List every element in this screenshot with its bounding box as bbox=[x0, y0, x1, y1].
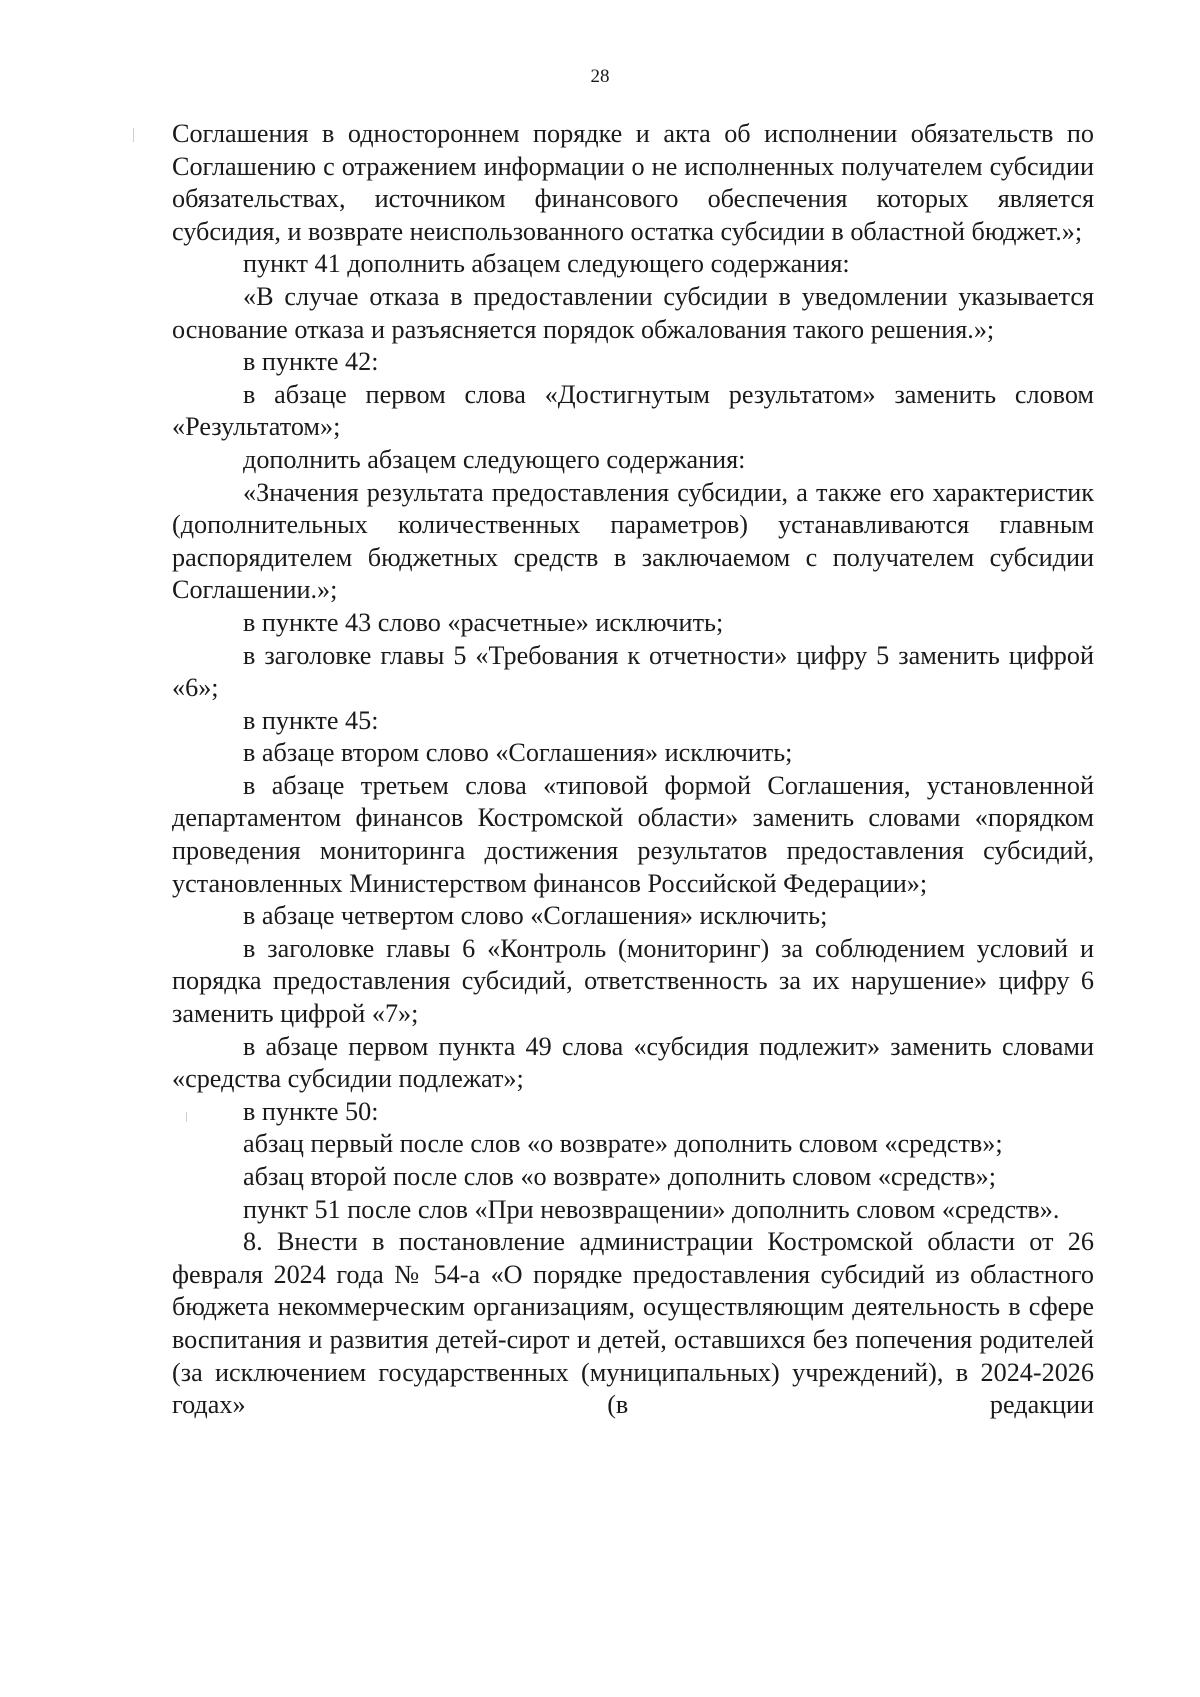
paragraph: в пункте 43 слово «расчетные» исключить; bbox=[243, 607, 724, 637]
paragraph: в абзаце втором слово «Соглашения» исключить; bbox=[243, 738, 793, 768]
paragraph: «Значения результата предоставления субсидии, а также его характеристик (дополнительных количественных параметров) устанавливаются главным распорядителем бюджетных средств в заключаемом с получателем субсидии Соглашении.»; bbox=[172, 477, 1094, 605]
paragraph: в заголовке главы 5 «Требования к отчетности» цифру 5 заменить цифрой «6»; bbox=[172, 640, 1094, 703]
paragraph: в абзаце третьем слова «типовой формой Соглашения, установленной департаментом финансов Костромской области» заменить словами «порядком проведения мониторинга достижения результатов предоставления субсидий, установленных Министерством финансов Российской Федерации»; bbox=[172, 770, 1094, 898]
paragraph: в абзаце первом пункта 49 слова «субсидия подлежит» заменить словами «средства субсидии подлежат»; bbox=[172, 1031, 1094, 1094]
document-body bbox=[172, 118, 1094, 1422]
paragraph: «В случае отказа в предоставлении субсидии в уведомлении указывается основание отказа и разъясняется порядок обжалования такого решения.»; bbox=[172, 281, 1094, 344]
paragraph: в абзаце первом слова «Достигнутым результатом» заменить словом «Результатом»; bbox=[172, 379, 1094, 442]
paragraph: Соглашения в одностороннем порядке и акта об исполнении обязательств по Соглашению с отражением информации о не исполненных получателем субсидии обязательствах, источником финансового обеспечения которых является субсидия, и возврате неиспользованного остатка субсидии в областной бюджет.»; bbox=[172, 119, 1094, 246]
paragraph: в заголовке главы 6 «Контроль (мониторинг) за соблюдением условий и порядка предоставления субсидий, ответственность за их нарушение» цифру 6 заменить цифрой «7»; bbox=[172, 933, 1094, 1029]
paragraph: в пункте 45: bbox=[243, 705, 379, 735]
paragraph: пункт 51 после слов «При невозвращении» дополнить словом «средств». bbox=[243, 1194, 1060, 1224]
paragraph: 8. Внести в постановление администрации Костромской области от 26 февраля 2024 года № 54-а «О порядке предоставления субсидий из областного бюджета некоммерческим организациям, осуществляющим деятельность в сфере воспитания и развития детей-сирот и детей, оставшихся без попечения родителей (за исключением государственных (муниципальных) учреждений), в 2024-2026 годах» (в редакции bbox=[172, 1227, 1094, 1420]
scan-mark bbox=[133, 128, 134, 142]
paragraph: в абзаце четвертом слово «Соглашения» исключить; bbox=[243, 901, 828, 931]
paragraph: абзац второй после слов «о возврате» дополнить словом «средств»; bbox=[243, 1162, 997, 1191]
paragraph: пункт 41 дополнить абзацем следующего содержания: bbox=[243, 249, 850, 279]
paragraph: в пункте 50: bbox=[243, 1096, 379, 1126]
paragraph: в пункте 42: bbox=[243, 347, 379, 377]
paragraph: дополнить абзацем следующего содержания: bbox=[243, 444, 746, 474]
page-number: 28 bbox=[590, 66, 610, 87]
paragraph: абзац первый после слов «о возврате» дополнить словом «средств»; bbox=[243, 1129, 1003, 1159]
